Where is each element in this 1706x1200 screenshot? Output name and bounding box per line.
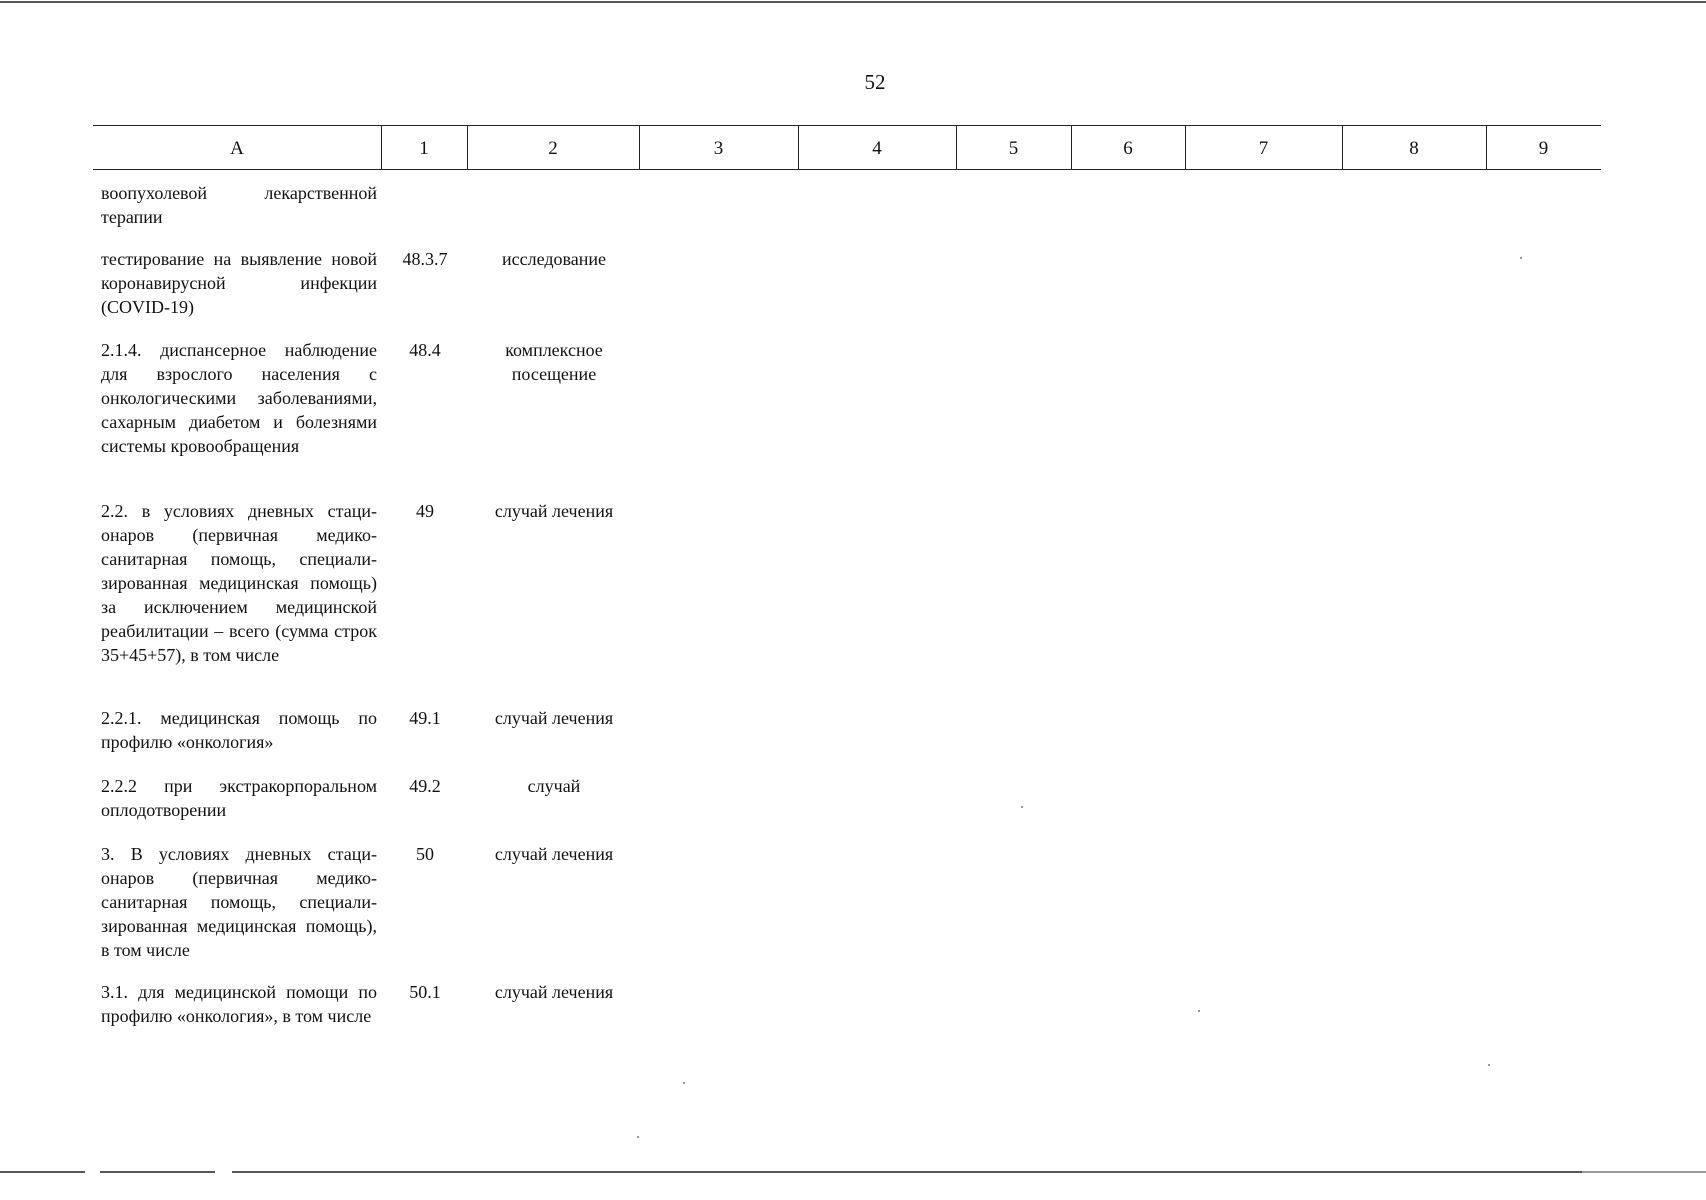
row-name: 2.1.4. диспансерное наблюдение для взрослого населения с онкологическими заболеваниями, сахарным диабетом и болезнями системы кровообращения — [101, 340, 377, 456]
column-header-a: А — [230, 137, 244, 159]
column-header-4: 4 — [872, 137, 882, 159]
row-unit: случай лечения — [494, 844, 614, 864]
row-name: 3.1. для медицинской помощи по профилю «онкология», в том числе — [101, 982, 377, 1026]
scan-edge-bottom-3 — [232, 1171, 1582, 1173]
column-header-6: 6 — [1123, 137, 1133, 159]
scan-edge-bottom-1 — [0, 1171, 85, 1173]
column-header-9: 9 — [1538, 137, 1549, 159]
row-name: воопухолевой лекарственной терапии — [101, 183, 377, 227]
scan-speck — [1021, 806, 1023, 808]
row-code: 49.1 — [409, 708, 441, 728]
row-code: 50.1 — [409, 982, 441, 1002]
column-header-3: 3 — [713, 137, 724, 159]
row-unit: случай лечения — [494, 708, 614, 728]
row-unit: случай лечения — [494, 982, 614, 1002]
row-unit: случай лечения — [494, 501, 614, 521]
row-name: 3. В условиях дневных стационаров (первичная медико-санитарная помощь, специализированная медицинская помощь), в том числе — [101, 844, 377, 960]
scan-speck — [683, 1082, 685, 1084]
scan-edge-bottom-4 — [1582, 1171, 1706, 1173]
row-code: 48.4 — [409, 340, 441, 360]
row-code: 50 — [416, 844, 434, 864]
column-header-2: 2 — [548, 137, 558, 159]
row-unit: исследование — [501, 249, 606, 269]
row-code: 49 — [416, 501, 434, 521]
scan-speck — [1488, 1064, 1490, 1066]
column-header-7: 7 — [1258, 137, 1269, 159]
page-number: 52 — [864, 70, 886, 94]
column-header-1: 1 — [419, 137, 429, 159]
row-name: 2.2. в условиях дневных стационаров (первичная медико-санитарная помощь, специализированная медицинская помощь) за исключением медицинской реабилитации – всего (сумма строк 35+45+57), в том числе — [101, 501, 377, 665]
row-name: тестирование на выявление новой коронавирусной инфекции (COVID-19) — [101, 249, 377, 317]
scan-speck — [1520, 257, 1522, 259]
column-header-5: 5 — [1008, 137, 1019, 159]
row-unit: случай — [527, 776, 581, 796]
scan-edge-top — [0, 1, 1706, 3]
row-name: 2.2.1. медицинская помощь по профилю «онкология» — [101, 708, 377, 752]
column-header-8: 8 — [1409, 137, 1419, 159]
row-code: 48.3.7 — [402, 249, 448, 269]
scan-speck — [637, 1136, 639, 1138]
scan-edge-bottom-2 — [100, 1171, 215, 1173]
table-header-top-rule — [93, 125, 1601, 126]
scan-speck — [1198, 1010, 1200, 1012]
row-name: 2.2.2 при экстракорпоральном оплодотворении — [101, 776, 377, 820]
row-unit: комплексное посещение — [505, 340, 603, 384]
row-code: 49.2 — [409, 776, 441, 796]
